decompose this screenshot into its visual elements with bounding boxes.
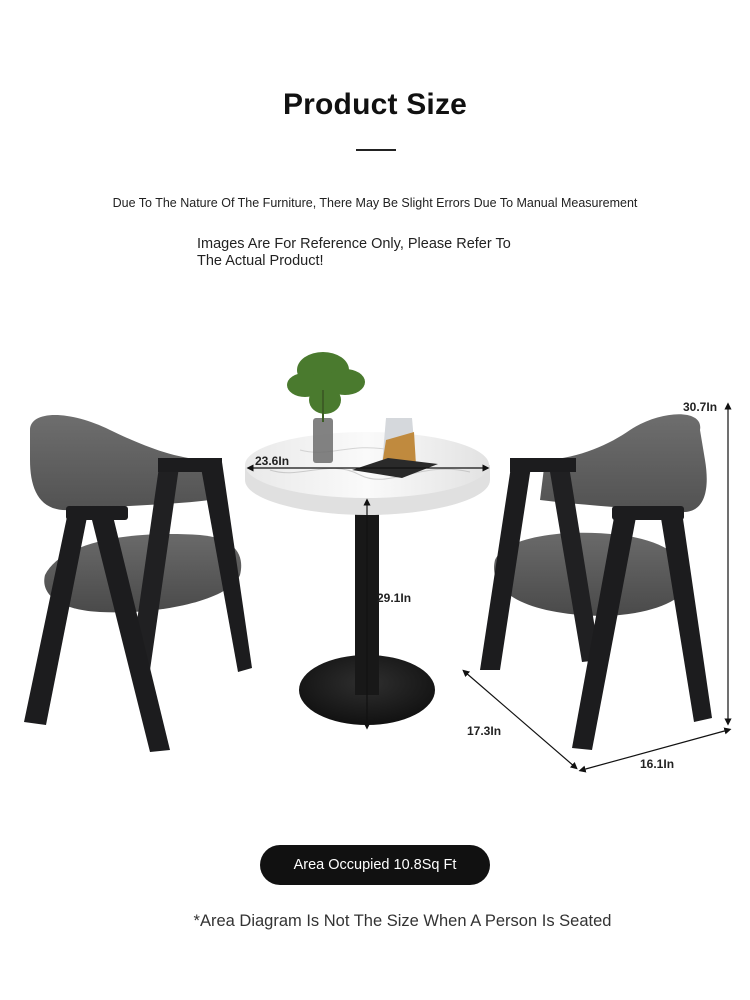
reference-notice-line2: The Actual Product! [197, 253, 324, 269]
right-chair-seat [494, 533, 690, 616]
right-chair-armrest [612, 506, 684, 520]
area-footnote: *Area Diagram Is Not The Size When A Person Is Seated [193, 912, 612, 930]
right-chair-top-rail [510, 458, 576, 472]
chair-width-label: 16.1In [640, 757, 675, 771]
right-chair-front-leg-right [660, 512, 712, 722]
left-chair [24, 415, 252, 752]
product-scene [0, 330, 750, 790]
chair-height-label: 30.7In [683, 400, 718, 414]
table-diameter-label: 23.6In [255, 454, 290, 468]
left-chair-top-rail [158, 458, 222, 472]
area-occupied-badge: Area Occupied 10.8Sq Ft [260, 845, 490, 885]
plant-vase [313, 418, 333, 463]
reference-notice-line1: Images Are For Reference Only, Please Refer To [197, 236, 511, 252]
title-divider [356, 149, 396, 151]
left-chair-armrest [66, 506, 128, 520]
plant-leaves [287, 352, 365, 414]
page-title: Product Size [282, 88, 468, 121]
chair-depth-label: 17.3In [467, 724, 502, 738]
reference-notice [197, 236, 557, 270]
chair-depth-line [465, 672, 575, 767]
measurement-disclaimer: Due To The Nature Of The Furniture, There May Be Slight Errors Due To Manual Measurement [112, 196, 638, 210]
table-height-label: 29.1In [377, 591, 412, 605]
right-chair [480, 414, 712, 750]
left-chair-front-leg-left [24, 512, 88, 725]
furniture-illustration [0, 330, 750, 790]
